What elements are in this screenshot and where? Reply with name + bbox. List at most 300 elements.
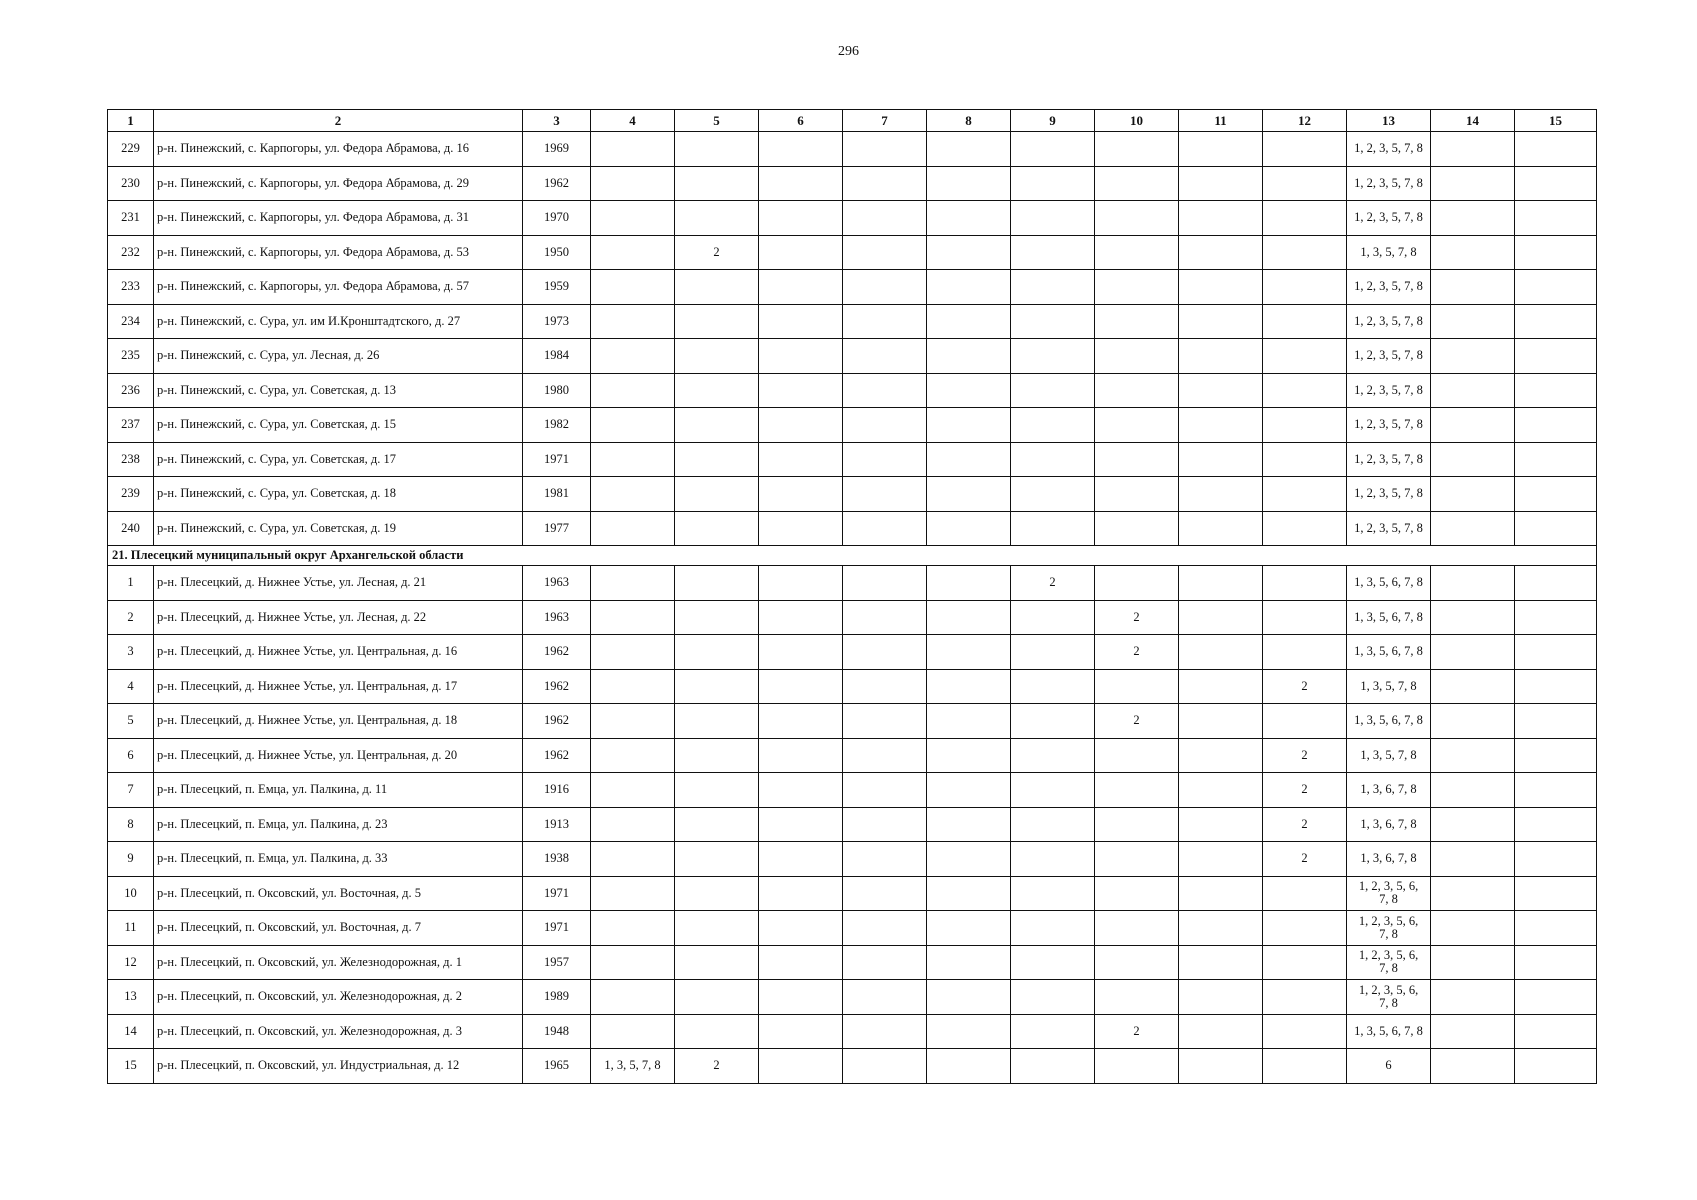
col-4-cell xyxy=(591,373,675,408)
col-11-cell xyxy=(1179,201,1263,236)
col-5-cell xyxy=(675,339,759,374)
col-10-cell xyxy=(1095,566,1179,601)
col-8-cell xyxy=(927,442,1011,477)
year-cell: 1913 xyxy=(523,807,591,842)
col-7-cell xyxy=(843,876,927,911)
year-cell: 1948 xyxy=(523,1014,591,1049)
col-6-cell xyxy=(759,600,843,635)
column-header-14: 14 xyxy=(1431,110,1515,132)
col-7-cell xyxy=(843,201,927,236)
col-8-cell xyxy=(927,477,1011,512)
col-11-cell xyxy=(1179,807,1263,842)
col-14-cell xyxy=(1431,635,1515,670)
col-11-cell xyxy=(1179,373,1263,408)
col-12-cell xyxy=(1263,235,1347,270)
col-12-cell xyxy=(1263,373,1347,408)
year-cell: 1938 xyxy=(523,842,591,877)
col-9-cell xyxy=(1011,304,1095,339)
col-13-cell: 1, 2, 3, 5, 7, 8 xyxy=(1347,511,1431,546)
col-13-cell: 1, 3, 5, 6, 7, 8 xyxy=(1347,704,1431,739)
col-5-cell xyxy=(675,738,759,773)
col-4-cell xyxy=(591,704,675,739)
address-cell: р-н. Плесецкий, п. Оксовский, ул. Восточная, д. 5 xyxy=(154,876,523,911)
col-8-cell xyxy=(927,408,1011,443)
address-cell: р-н. Плесецкий, д. Нижнее Устье, ул. Лесная, д. 21 xyxy=(154,566,523,601)
col-13-cell: 1, 2, 3, 5, 6, 7, 8 xyxy=(1347,876,1431,911)
year-cell: 1916 xyxy=(523,773,591,808)
table-row xyxy=(108,270,1597,305)
address-cell: р-н. Пинежский, с. Сура, ул. Советская, д. 13 xyxy=(154,373,523,408)
col-8-cell xyxy=(927,339,1011,374)
column-header-10: 10 xyxy=(1095,110,1179,132)
address-cell: р-н. Плесецкий, п. Емца, ул. Палкина, д. 33 xyxy=(154,842,523,877)
col-11-cell xyxy=(1179,945,1263,980)
col-6-cell xyxy=(759,511,843,546)
col-5-cell xyxy=(675,511,759,546)
column-header-9: 9 xyxy=(1011,110,1095,132)
col-5-cell xyxy=(675,842,759,877)
col-11-cell xyxy=(1179,132,1263,167)
col-13-cell: 1, 3, 5, 6, 7, 8 xyxy=(1347,566,1431,601)
col-12-cell: 2 xyxy=(1263,669,1347,704)
col-9-cell xyxy=(1011,807,1095,842)
address-cell: р-н. Плесецкий, д. Нижнее Устье, ул. Центральная, д. 17 xyxy=(154,669,523,704)
col-5-cell xyxy=(675,477,759,512)
year-cell: 1962 xyxy=(523,738,591,773)
col-10-cell xyxy=(1095,442,1179,477)
col-15-cell xyxy=(1515,600,1597,635)
col-11-cell xyxy=(1179,408,1263,443)
col-8-cell xyxy=(927,773,1011,808)
col-9-cell xyxy=(1011,635,1095,670)
col-6-cell xyxy=(759,980,843,1015)
col-10-cell: 2 xyxy=(1095,600,1179,635)
col-14-cell xyxy=(1431,201,1515,236)
col-14-cell xyxy=(1431,511,1515,546)
col-12-cell xyxy=(1263,566,1347,601)
col-13-cell: 1, 3, 5, 6, 7, 8 xyxy=(1347,635,1431,670)
col-9-cell xyxy=(1011,704,1095,739)
col-15-cell xyxy=(1515,373,1597,408)
col-9-cell xyxy=(1011,1014,1095,1049)
col-13-cell: 1, 2, 3, 5, 6, 7, 8 xyxy=(1347,911,1431,946)
address-cell: р-н. Плесецкий, п. Оксовский, ул. Железнодорожная, д. 1 xyxy=(154,945,523,980)
col-4-cell xyxy=(591,738,675,773)
col-13-cell: 6 xyxy=(1347,1049,1431,1084)
col-15-cell xyxy=(1515,773,1597,808)
col-12-cell xyxy=(1263,911,1347,946)
col-15-cell xyxy=(1515,842,1597,877)
col-14-cell xyxy=(1431,373,1515,408)
year-cell: 1969 xyxy=(523,132,591,167)
col-6-cell xyxy=(759,738,843,773)
address-cell: р-н. Пинежский, с. Карпогоры, ул. Федора Абрамова, д. 16 xyxy=(154,132,523,167)
col-7-cell xyxy=(843,600,927,635)
col-14-cell xyxy=(1431,270,1515,305)
col-7-cell xyxy=(843,408,927,443)
col-11-cell xyxy=(1179,511,1263,546)
table-row xyxy=(108,876,1597,911)
col-9-cell xyxy=(1011,1049,1095,1084)
col-14-cell xyxy=(1431,235,1515,270)
column-header-11: 11 xyxy=(1179,110,1263,132)
col-7-cell xyxy=(843,704,927,739)
col-10-cell xyxy=(1095,270,1179,305)
year-cell: 1981 xyxy=(523,477,591,512)
table-row xyxy=(108,773,1597,808)
page-number: 296 xyxy=(838,44,859,59)
row-number-cell: 15 xyxy=(108,1049,154,1084)
address-cell: р-н. Пинежский, с. Карпогоры, ул. Федора Абрамова, д. 29 xyxy=(154,166,523,201)
col-12-cell xyxy=(1263,704,1347,739)
col-6-cell xyxy=(759,773,843,808)
col-12-cell xyxy=(1263,980,1347,1015)
col-6-cell xyxy=(759,442,843,477)
table-row xyxy=(108,980,1597,1015)
col-15-cell xyxy=(1515,566,1597,601)
column-header-15: 15 xyxy=(1515,110,1597,132)
col-11-cell xyxy=(1179,235,1263,270)
year-cell: 1950 xyxy=(523,235,591,270)
table-row xyxy=(108,235,1597,270)
col-12-cell xyxy=(1263,876,1347,911)
col-11-cell xyxy=(1179,339,1263,374)
col-10-cell xyxy=(1095,807,1179,842)
row-number-cell: 230 xyxy=(108,166,154,201)
row-number-cell: 11 xyxy=(108,911,154,946)
col-12-cell xyxy=(1263,408,1347,443)
col-10-cell xyxy=(1095,738,1179,773)
col-15-cell xyxy=(1515,511,1597,546)
col-12-cell xyxy=(1263,304,1347,339)
col-14-cell xyxy=(1431,738,1515,773)
col-11-cell xyxy=(1179,669,1263,704)
row-number-cell: 13 xyxy=(108,980,154,1015)
row-number-cell: 236 xyxy=(108,373,154,408)
year-cell: 1971 xyxy=(523,442,591,477)
col-8-cell xyxy=(927,566,1011,601)
col-4-cell xyxy=(591,911,675,946)
col-9-cell xyxy=(1011,201,1095,236)
column-header-7: 7 xyxy=(843,110,927,132)
col-5-cell: 2 xyxy=(675,235,759,270)
row-number-cell: 2 xyxy=(108,600,154,635)
col-6-cell xyxy=(759,166,843,201)
col-8-cell xyxy=(927,842,1011,877)
col-7-cell xyxy=(843,738,927,773)
col-13-cell: 1, 2, 3, 5, 7, 8 xyxy=(1347,166,1431,201)
col-4-cell xyxy=(591,773,675,808)
col-12-cell: 2 xyxy=(1263,807,1347,842)
col-8-cell xyxy=(927,635,1011,670)
address-cell: р-н. Пинежский, с. Сура, ул. Лесная, д. 26 xyxy=(154,339,523,374)
col-7-cell xyxy=(843,442,927,477)
row-number-cell: 3 xyxy=(108,635,154,670)
col-13-cell: 1, 2, 3, 5, 7, 8 xyxy=(1347,477,1431,512)
col-10-cell xyxy=(1095,304,1179,339)
address-cell: р-н. Плесецкий, п. Оксовский, ул. Восточная, д. 7 xyxy=(154,911,523,946)
col-5-cell xyxy=(675,166,759,201)
col-9-cell xyxy=(1011,166,1095,201)
col-7-cell xyxy=(843,773,927,808)
col-13-cell: 1, 2, 3, 5, 7, 8 xyxy=(1347,408,1431,443)
table-row xyxy=(108,945,1597,980)
col-10-cell xyxy=(1095,339,1179,374)
col-11-cell xyxy=(1179,166,1263,201)
col-4-cell xyxy=(591,442,675,477)
col-5-cell xyxy=(675,600,759,635)
col-15-cell xyxy=(1515,477,1597,512)
year-cell: 1965 xyxy=(523,1049,591,1084)
col-7-cell xyxy=(843,842,927,877)
row-number-cell: 234 xyxy=(108,304,154,339)
col-8-cell xyxy=(927,1049,1011,1084)
col-14-cell xyxy=(1431,132,1515,167)
col-9-cell xyxy=(1011,600,1095,635)
col-6-cell xyxy=(759,477,843,512)
col-13-cell: 1, 2, 3, 5, 7, 8 xyxy=(1347,442,1431,477)
col-7-cell xyxy=(843,807,927,842)
col-4-cell xyxy=(591,566,675,601)
address-cell: р-н. Пинежский, с. Сура, ул. Советская, д. 18 xyxy=(154,477,523,512)
col-7-cell xyxy=(843,132,927,167)
col-6-cell xyxy=(759,373,843,408)
row-number-cell: 14 xyxy=(108,1014,154,1049)
col-12-cell xyxy=(1263,945,1347,980)
col-14-cell xyxy=(1431,477,1515,512)
col-11-cell xyxy=(1179,270,1263,305)
col-14-cell xyxy=(1431,408,1515,443)
col-9-cell xyxy=(1011,911,1095,946)
col-9-cell xyxy=(1011,408,1095,443)
col-9-cell xyxy=(1011,669,1095,704)
col-8-cell xyxy=(927,270,1011,305)
col-8-cell xyxy=(927,669,1011,704)
col-14-cell xyxy=(1431,876,1515,911)
row-number-cell: 6 xyxy=(108,738,154,773)
col-15-cell xyxy=(1515,738,1597,773)
col-15-cell xyxy=(1515,201,1597,236)
col-4-cell xyxy=(591,166,675,201)
col-7-cell xyxy=(843,669,927,704)
row-number-cell: 8 xyxy=(108,807,154,842)
col-14-cell xyxy=(1431,442,1515,477)
col-6-cell xyxy=(759,1049,843,1084)
year-cell: 1982 xyxy=(523,408,591,443)
table-header-row xyxy=(108,110,1597,132)
column-header-13: 13 xyxy=(1347,110,1431,132)
col-6-cell xyxy=(759,911,843,946)
col-10-cell xyxy=(1095,842,1179,877)
col-7-cell xyxy=(843,566,927,601)
col-5-cell xyxy=(675,373,759,408)
col-4-cell xyxy=(591,600,675,635)
col-11-cell xyxy=(1179,738,1263,773)
col-11-cell xyxy=(1179,566,1263,601)
col-8-cell xyxy=(927,166,1011,201)
row-number-cell: 237 xyxy=(108,408,154,443)
row-number-cell: 238 xyxy=(108,442,154,477)
col-10-cell: 2 xyxy=(1095,635,1179,670)
col-5-cell xyxy=(675,704,759,739)
address-cell: р-н. Плесецкий, п. Емца, ул. Палкина, д. 11 xyxy=(154,773,523,808)
col-15-cell xyxy=(1515,945,1597,980)
col-12-cell xyxy=(1263,442,1347,477)
col-6-cell xyxy=(759,408,843,443)
col-5-cell xyxy=(675,304,759,339)
address-cell: р-н. Плесецкий, п. Оксовский, ул. Индустриальная, д. 12 xyxy=(154,1049,523,1084)
column-header-12: 12 xyxy=(1263,110,1347,132)
col-8-cell xyxy=(927,945,1011,980)
col-6-cell xyxy=(759,945,843,980)
col-9-cell xyxy=(1011,773,1095,808)
col-10-cell xyxy=(1095,132,1179,167)
col-5-cell xyxy=(675,911,759,946)
col-6-cell xyxy=(759,201,843,236)
col-8-cell xyxy=(927,600,1011,635)
year-cell: 1962 xyxy=(523,669,591,704)
row-number-cell: 5 xyxy=(108,704,154,739)
col-10-cell: 2 xyxy=(1095,704,1179,739)
col-13-cell: 1, 3, 5, 7, 8 xyxy=(1347,235,1431,270)
col-11-cell xyxy=(1179,704,1263,739)
col-8-cell xyxy=(927,980,1011,1015)
col-10-cell xyxy=(1095,669,1179,704)
col-8-cell xyxy=(927,807,1011,842)
row-number-cell: 10 xyxy=(108,876,154,911)
col-8-cell xyxy=(927,876,1011,911)
year-cell: 1977 xyxy=(523,511,591,546)
col-15-cell xyxy=(1515,235,1597,270)
col-12-cell xyxy=(1263,339,1347,374)
col-8-cell xyxy=(927,132,1011,167)
table-row xyxy=(108,339,1597,374)
col-7-cell xyxy=(843,1049,927,1084)
year-cell: 1971 xyxy=(523,911,591,946)
col-12-cell: 2 xyxy=(1263,842,1347,877)
col-9-cell xyxy=(1011,980,1095,1015)
col-6-cell xyxy=(759,704,843,739)
col-8-cell xyxy=(927,704,1011,739)
col-12-cell xyxy=(1263,1014,1347,1049)
col-13-cell: 1, 2, 3, 5, 7, 8 xyxy=(1347,270,1431,305)
col-9-cell xyxy=(1011,842,1095,877)
col-8-cell xyxy=(927,201,1011,236)
year-cell: 1962 xyxy=(523,704,591,739)
col-10-cell xyxy=(1095,235,1179,270)
col-11-cell xyxy=(1179,1014,1263,1049)
row-number-cell: 9 xyxy=(108,842,154,877)
col-10-cell xyxy=(1095,773,1179,808)
col-5-cell xyxy=(675,566,759,601)
year-cell: 1959 xyxy=(523,270,591,305)
year-cell: 1963 xyxy=(523,566,591,601)
table-row xyxy=(108,132,1597,167)
col-4-cell xyxy=(591,339,675,374)
col-4-cell xyxy=(591,945,675,980)
col-13-cell: 1, 2, 3, 5, 7, 8 xyxy=(1347,201,1431,236)
table-row xyxy=(108,477,1597,512)
col-5-cell xyxy=(675,669,759,704)
table-row xyxy=(108,635,1597,670)
col-9-cell xyxy=(1011,511,1095,546)
address-cell: р-н. Пинежский, с. Карпогоры, ул. Федора Абрамова, д. 53 xyxy=(154,235,523,270)
col-11-cell xyxy=(1179,635,1263,670)
col-12-cell xyxy=(1263,635,1347,670)
col-13-cell: 1, 3, 6, 7, 8 xyxy=(1347,773,1431,808)
col-6-cell xyxy=(759,1014,843,1049)
table-row xyxy=(108,442,1597,477)
col-5-cell xyxy=(675,945,759,980)
col-12-cell xyxy=(1263,1049,1347,1084)
col-12-cell xyxy=(1263,201,1347,236)
col-15-cell xyxy=(1515,408,1597,443)
col-15-cell xyxy=(1515,132,1597,167)
col-4-cell xyxy=(591,408,675,443)
col-5-cell xyxy=(675,442,759,477)
address-cell: р-н. Плесецкий, д. Нижнее Устье, ул. Центральная, д. 16 xyxy=(154,635,523,670)
table-row xyxy=(108,304,1597,339)
col-8-cell xyxy=(927,511,1011,546)
col-8-cell xyxy=(927,738,1011,773)
year-cell: 1984 xyxy=(523,339,591,374)
col-12-cell xyxy=(1263,132,1347,167)
col-4-cell xyxy=(591,304,675,339)
col-4-cell xyxy=(591,132,675,167)
col-15-cell xyxy=(1515,1049,1597,1084)
col-14-cell xyxy=(1431,1014,1515,1049)
row-number-cell: 4 xyxy=(108,669,154,704)
col-7-cell xyxy=(843,980,927,1015)
year-cell: 1957 xyxy=(523,945,591,980)
col-13-cell: 1, 2, 3, 5, 7, 8 xyxy=(1347,339,1431,374)
col-4-cell xyxy=(591,807,675,842)
data-table xyxy=(107,109,1597,1084)
col-12-cell xyxy=(1263,166,1347,201)
column-header-6: 6 xyxy=(759,110,843,132)
col-14-cell xyxy=(1431,600,1515,635)
col-10-cell xyxy=(1095,1049,1179,1084)
col-9-cell xyxy=(1011,270,1095,305)
col-6-cell xyxy=(759,270,843,305)
col-4-cell xyxy=(591,876,675,911)
col-7-cell xyxy=(843,304,927,339)
col-13-cell: 1, 2, 3, 5, 6, 7, 8 xyxy=(1347,945,1431,980)
address-cell: р-н. Пинежский, с. Карпогоры, ул. Федора Абрамова, д. 31 xyxy=(154,201,523,236)
col-5-cell xyxy=(675,270,759,305)
col-10-cell xyxy=(1095,477,1179,512)
col-13-cell: 1, 3, 5, 6, 7, 8 xyxy=(1347,600,1431,635)
col-11-cell xyxy=(1179,980,1263,1015)
col-7-cell xyxy=(843,166,927,201)
address-cell: р-н. Плесецкий, д. Нижнее Устье, ул. Центральная, д. 18 xyxy=(154,704,523,739)
row-number-cell: 233 xyxy=(108,270,154,305)
table-row xyxy=(108,1014,1597,1049)
col-14-cell xyxy=(1431,980,1515,1015)
col-14-cell xyxy=(1431,911,1515,946)
col-7-cell xyxy=(843,339,927,374)
col-10-cell xyxy=(1095,373,1179,408)
col-14-cell xyxy=(1431,842,1515,877)
col-10-cell xyxy=(1095,511,1179,546)
column-header-4: 4 xyxy=(591,110,675,132)
col-11-cell xyxy=(1179,1049,1263,1084)
address-cell: р-н. Плесецкий, д. Нижнее Устье, ул. Лесная, д. 22 xyxy=(154,600,523,635)
col-9-cell xyxy=(1011,876,1095,911)
col-13-cell: 1, 2, 3, 5, 7, 8 xyxy=(1347,373,1431,408)
col-5-cell xyxy=(675,635,759,670)
table-row xyxy=(108,704,1597,739)
